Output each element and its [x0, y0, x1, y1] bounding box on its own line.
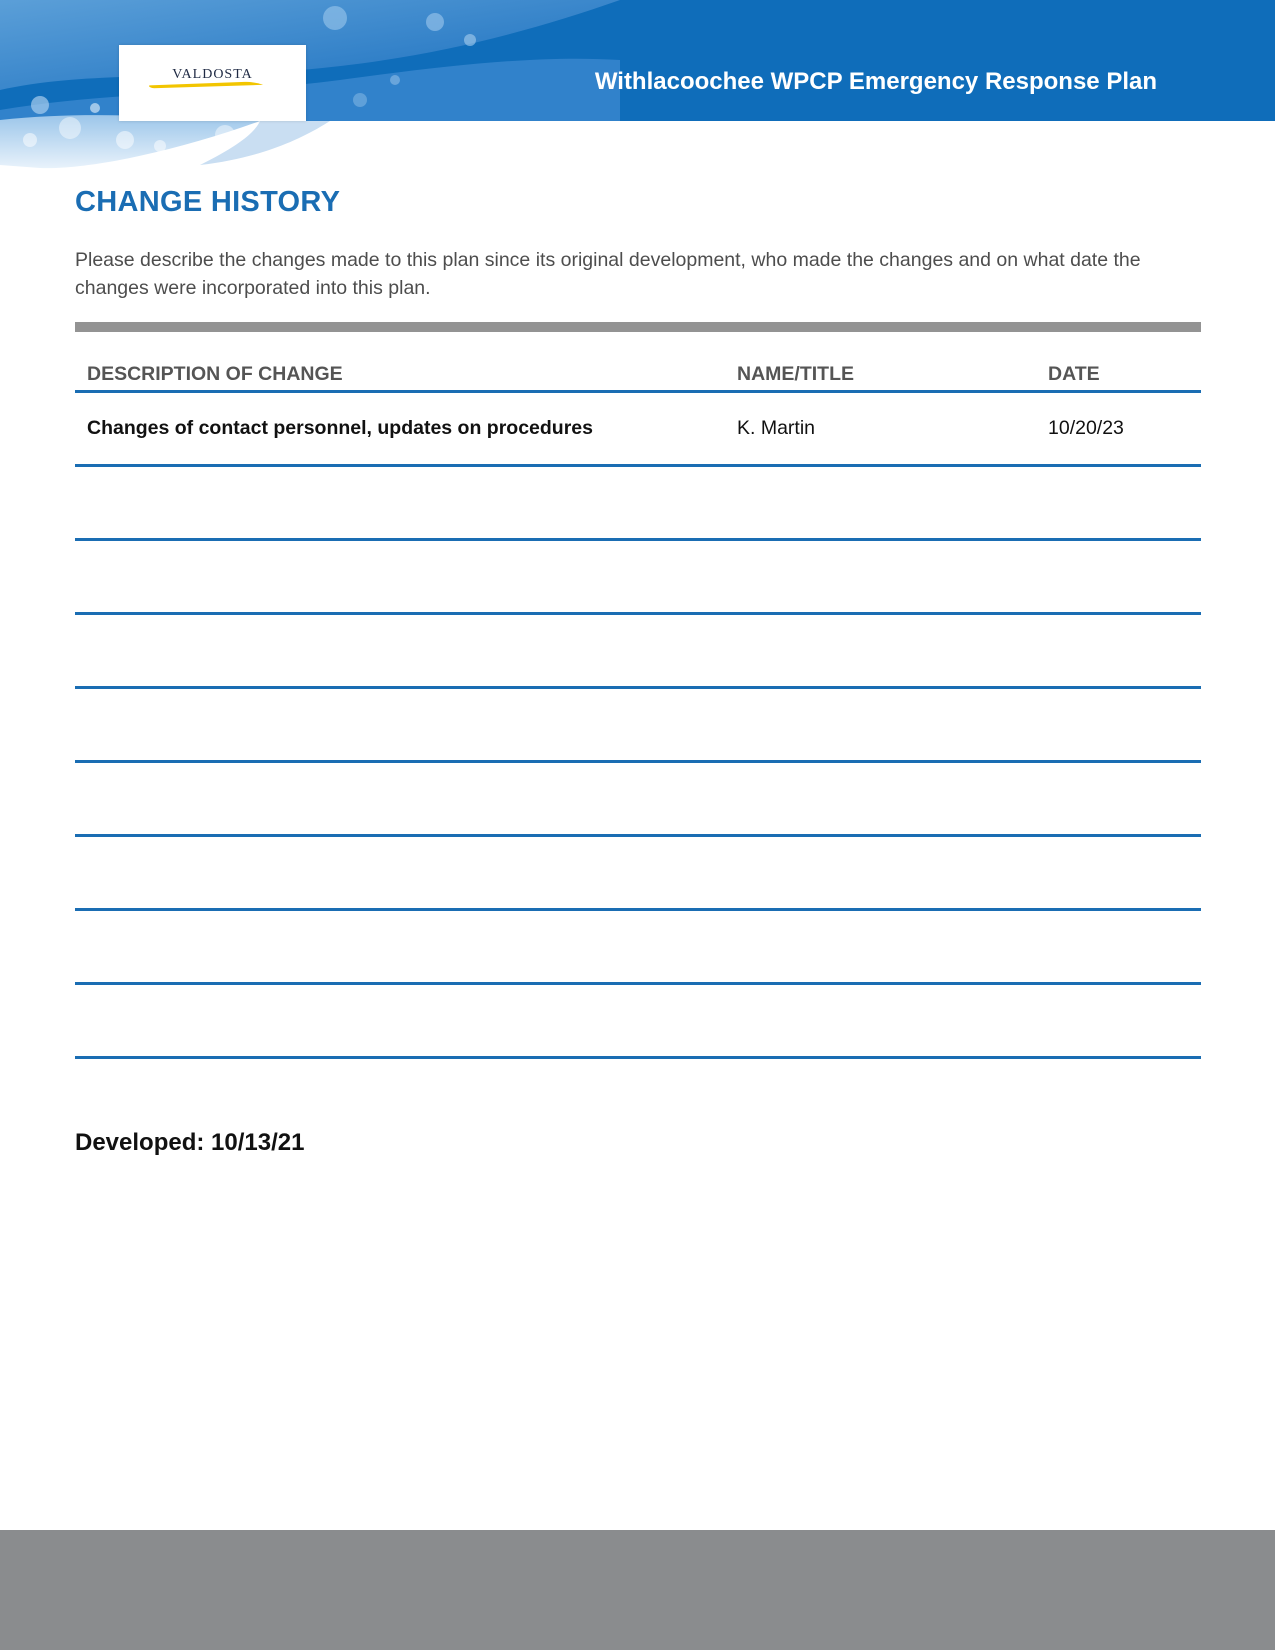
column-header-name-title: NAME/TITLE [737, 363, 854, 385]
developed-date: Developed: 10/13/21 [75, 1129, 305, 1156]
table-header [75, 354, 1201, 393]
table-row [75, 837, 1201, 911]
table-row [75, 541, 1201, 615]
change-history-table [75, 354, 1201, 1059]
column-header-date: DATE [1048, 363, 1100, 385]
cell-description: Changes of contact personnel, updates on procedures [87, 417, 594, 439]
section-title: CHANGE HISTORY [75, 186, 341, 218]
table-row [75, 763, 1201, 837]
header-banner [0, 0, 1275, 170]
divider-rule [75, 322, 1201, 332]
table-row [75, 393, 1201, 467]
cell-date: 10/20/23 [1048, 417, 1124, 439]
footer-band [0, 1530, 1275, 1650]
table-row [75, 911, 1201, 985]
table-row [75, 615, 1201, 689]
table-row [75, 467, 1201, 541]
document-title: Withlacoochee WPCP Emergency Response Plan [594, 68, 1157, 95]
cell-name-title: K. Martin [737, 417, 816, 439]
instructions-text: Please describe the changes made to this plan since its original development, who made the changes and on what date the changes were incorporated into this plan. [75, 249, 1141, 299]
valdosta-logo [119, 45, 306, 121]
logo-wordmark: VALDOSTA [172, 67, 253, 82]
column-header-description: DESCRIPTION OF CHANGE [87, 363, 343, 385]
table-row [75, 985, 1201, 1059]
table-row [75, 689, 1201, 763]
